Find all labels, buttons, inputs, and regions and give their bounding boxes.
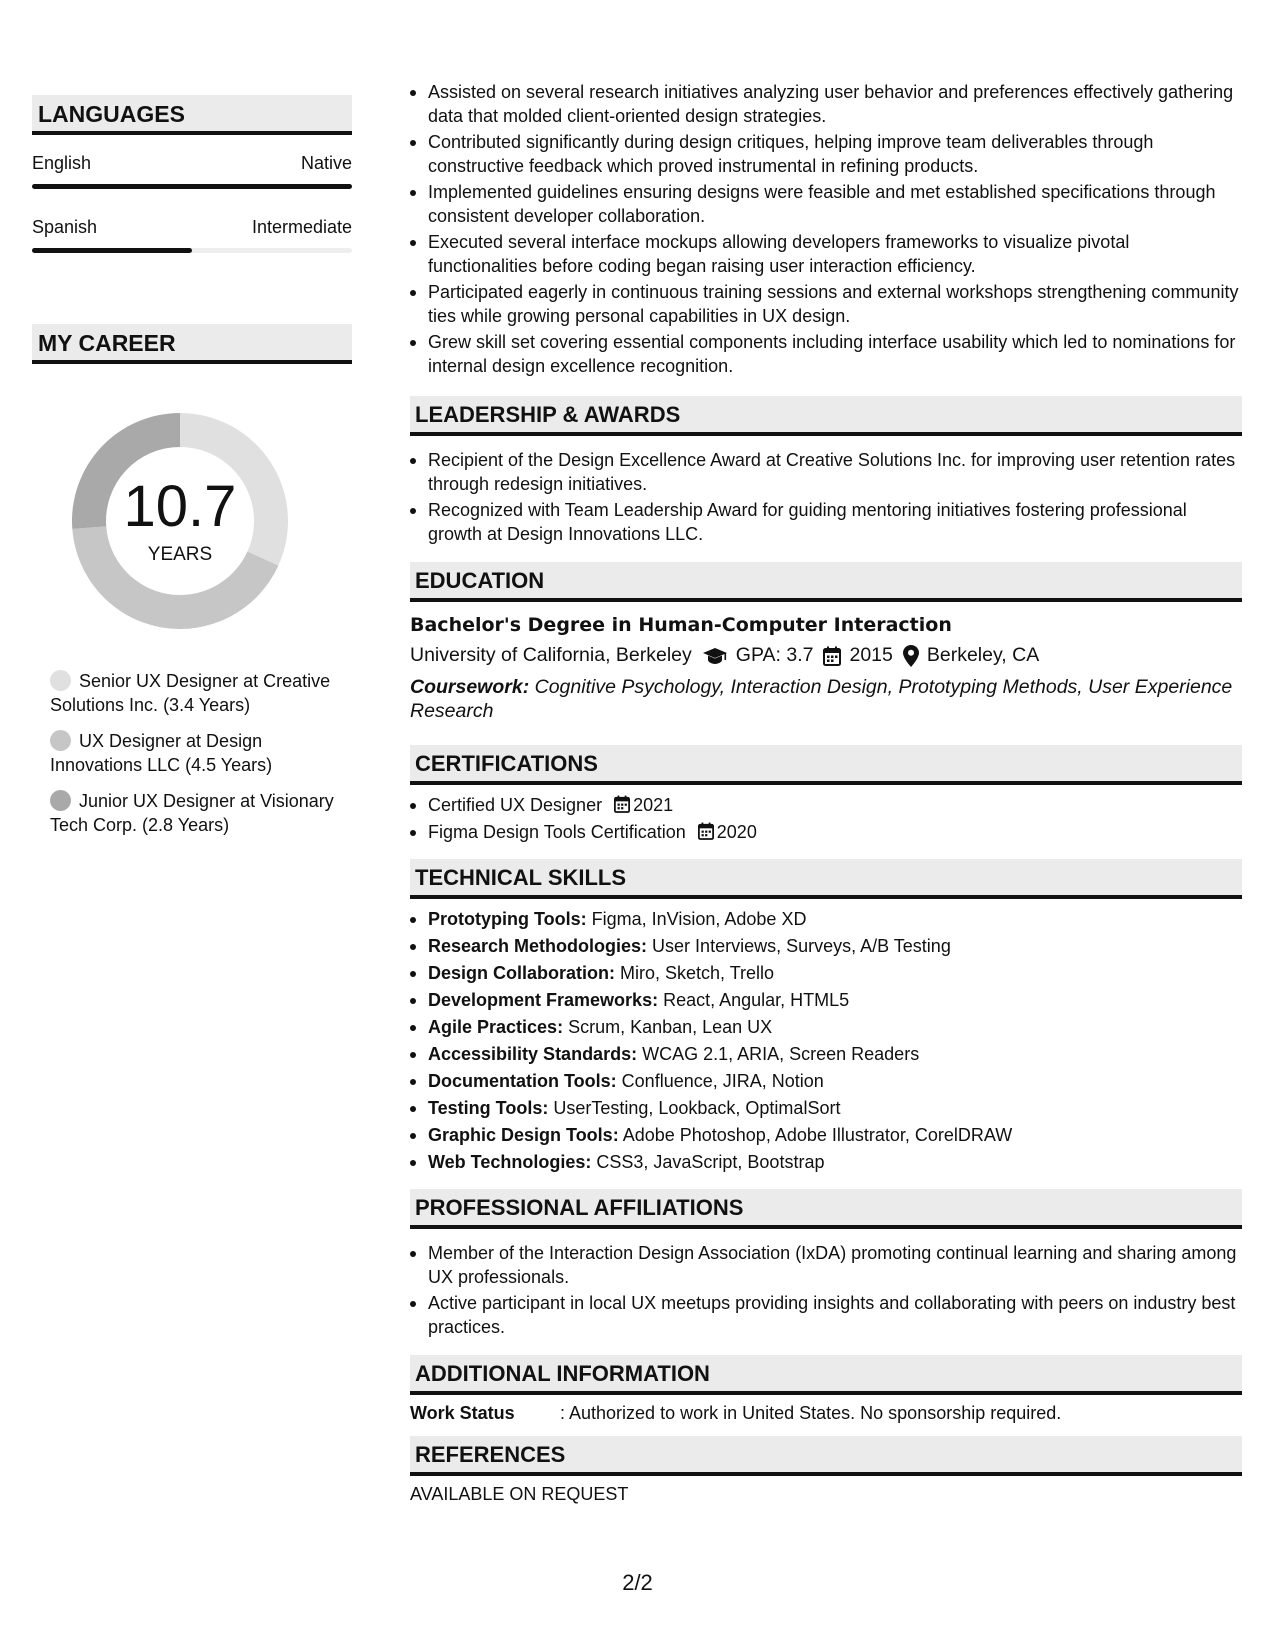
- skill-value: Figma, InVision, Adobe XD: [586, 909, 807, 929]
- legend-dot: [50, 790, 71, 811]
- skill-item: [410, 907, 1242, 932]
- skill-item: [410, 934, 1242, 959]
- skill-label: Design Collaboration:: [428, 963, 616, 983]
- skill-value: React, Angular, HTML5: [658, 990, 850, 1010]
- skill-label: Graphic Design Tools:: [428, 1125, 619, 1145]
- list-item: Active participant in local UX meetups providing insights and collaborating with peers on industry best practices.: [410, 1291, 1242, 1339]
- references-text: AVAILABLE ON REQUEST: [410, 1484, 629, 1504]
- calendar-icon: [614, 795, 630, 813]
- legend-item: [32, 729, 352, 777]
- legend-item: [32, 789, 352, 837]
- graduation-year: 2015: [849, 644, 893, 666]
- calendar-icon: [823, 646, 841, 666]
- certification-year: 2020: [716, 822, 757, 842]
- certification-name: Certified UX Designer: [428, 795, 603, 815]
- skill-value: UserTesting, Lookback, OptimalSort: [548, 1098, 841, 1118]
- legend-label: UX Designer at Design Innovations LLC (4.5 Years): [50, 731, 273, 775]
- graduation-cap-icon: [702, 647, 728, 665]
- skill-label: Documentation Tools:: [428, 1071, 617, 1091]
- list-item: Participated eagerly in continuous training sessions and external workshops strengthening community ties while growing personal capabilities in UX design.: [410, 280, 1242, 328]
- language-proficiency-bar: [32, 248, 352, 253]
- education-heading: EDUCATION: [410, 562, 1242, 602]
- school-location: Berkeley, CA: [926, 644, 1040, 666]
- list-item: Recipient of the Design Excellence Award at Creative Solutions Inc. for improving user retention rates through redesign initiatives.: [410, 448, 1242, 496]
- experience-bullet-list: [410, 80, 1242, 378]
- language-proficiency-bar: [32, 184, 352, 189]
- list-item: [410, 793, 1242, 818]
- certifications-list: [410, 793, 1242, 845]
- language-spanish: [32, 217, 352, 253]
- career-total-years: 10.7: [123, 474, 237, 539]
- page-number: 2/2: [622, 1570, 653, 1595]
- work-status-row: [410, 1403, 1242, 1424]
- skill-value: Scrum, Kanban, Lean UX: [563, 1017, 773, 1037]
- skill-value: WCAG 2.1, ARIA, Screen Readers: [637, 1044, 920, 1064]
- language-level: Native: [300, 153, 352, 173]
- languages-heading: LANGUAGES: [32, 95, 352, 135]
- legend-dot: [50, 730, 71, 751]
- skill-value: User Interviews, Surveys, A/B Testing: [647, 936, 951, 956]
- left-column: [32, 95, 352, 849]
- school-name: University of California, Berkeley: [410, 644, 692, 666]
- skill-item: [410, 988, 1242, 1013]
- language-name: English: [32, 153, 92, 173]
- list-item: Member of the Interaction Design Association (IxDA) promoting continual learning and sharing among UX professionals.: [410, 1241, 1242, 1289]
- coursework-label: Coursework:: [410, 676, 530, 698]
- language-level: Intermediate: [251, 217, 352, 237]
- skill-label: Web Technologies:: [428, 1152, 592, 1172]
- legend-label: Senior UX Designer at Creative Solutions Inc. (3.4 Years): [50, 671, 331, 715]
- skill-item: [410, 1150, 1242, 1175]
- leadership-heading: LEADERSHIP & AWARDS: [410, 396, 1242, 436]
- skill-item: [410, 1069, 1242, 1094]
- skill-label: Prototyping Tools:: [428, 909, 587, 929]
- list-item: Executed several interface mockups allowing developers frameworks to visualize pivotal functionalities before coding began raising user interaction efficiency.: [410, 230, 1242, 278]
- skill-label: Accessibility Standards:: [428, 1044, 638, 1064]
- leadership-list: [410, 448, 1242, 546]
- career-years-unit: YEARS: [147, 544, 213, 565]
- list-item: [410, 820, 1242, 845]
- skill-value: CSS3, JavaScript, Bootstrap: [591, 1152, 825, 1172]
- coursework: [410, 675, 1242, 723]
- skill-label: Development Frameworks:: [428, 990, 659, 1010]
- calendar-icon: [698, 822, 714, 840]
- list-item: Assisted on several research initiatives analyzing user behavior and preferences effectively gathering data that molded client-oriented design strategies.: [410, 80, 1242, 128]
- skill-value: Confluence, JIRA, Notion: [616, 1071, 824, 1091]
- gpa: GPA: 3.7: [735, 644, 814, 666]
- affiliations-heading: PROFESSIONAL AFFILIATIONS: [410, 1189, 1242, 1229]
- career-heading: MY CAREER: [32, 324, 352, 364]
- list-item: Implemented guidelines ensuring designs were feasible and met established specifications through consistent developer collaboration.: [410, 180, 1242, 228]
- skill-value: Miro, Sketch, Trello: [615, 963, 775, 983]
- proficiency-fill: [32, 184, 352, 189]
- certifications-heading: CERTIFICATIONS: [410, 745, 1242, 785]
- skill-item: [410, 961, 1242, 986]
- list-item: Recognized with Team Leadership Award for guiding mentoring initiatives fostering professional growth at Design Innovations LLC.: [410, 498, 1242, 546]
- work-status-value: : Authorized to work in United States. No sponsorship required.: [560, 1403, 1062, 1423]
- certification-year: 2021: [633, 795, 674, 815]
- skill-item: [410, 1042, 1242, 1067]
- proficiency-fill: [32, 248, 192, 253]
- legend-label: Junior UX Designer at Visionary Tech Corp. (2.8 Years): [50, 791, 334, 835]
- legend-dot: [50, 670, 71, 691]
- skills-heading: TECHNICAL SKILLS: [410, 859, 1242, 899]
- career-legend: [32, 669, 352, 837]
- skill-item: [410, 1096, 1242, 1121]
- additional-info-heading: ADDITIONAL INFORMATION: [410, 1355, 1242, 1395]
- degree-title: Bachelor's Degree in Human-Computer Interaction: [410, 614, 952, 636]
- skill-item: [410, 1123, 1242, 1148]
- right-column: [410, 80, 1242, 1505]
- list-item: Grew skill set covering essential components including interface usability which led to nominations for internal design excellence recognition.: [410, 330, 1242, 378]
- skill-label: Testing Tools:: [428, 1098, 549, 1118]
- location-pin-icon: [903, 645, 919, 667]
- skill-label: Research Methodologies:: [428, 936, 648, 956]
- legend-item: [32, 669, 352, 717]
- work-status-label: Work Status: [410, 1403, 515, 1423]
- references-heading: REFERENCES: [410, 1436, 1242, 1476]
- language-name: Spanish: [32, 217, 98, 237]
- career-donut-chart: [65, 406, 295, 636]
- skills-list: [410, 907, 1242, 1175]
- language-english: [32, 153, 352, 189]
- skill-label: Agile Practices:: [428, 1017, 564, 1037]
- skill-value: Adobe Photoshop, Adobe Illustrator, CorelDRAW: [618, 1125, 1013, 1145]
- certification-name: Figma Design Tools Certification: [428, 822, 686, 842]
- list-item: Contributed significantly during design critiques, helping improve team deliverables through constructive feedback which proved instrumental in refining products.: [410, 130, 1242, 178]
- affiliations-list: [410, 1241, 1242, 1339]
- coursework-text: Cognitive Psychology, Interaction Design, Prototyping Methods, User Experience Research: [410, 676, 1233, 722]
- education-details: [410, 644, 1242, 667]
- skill-item: [410, 1015, 1242, 1040]
